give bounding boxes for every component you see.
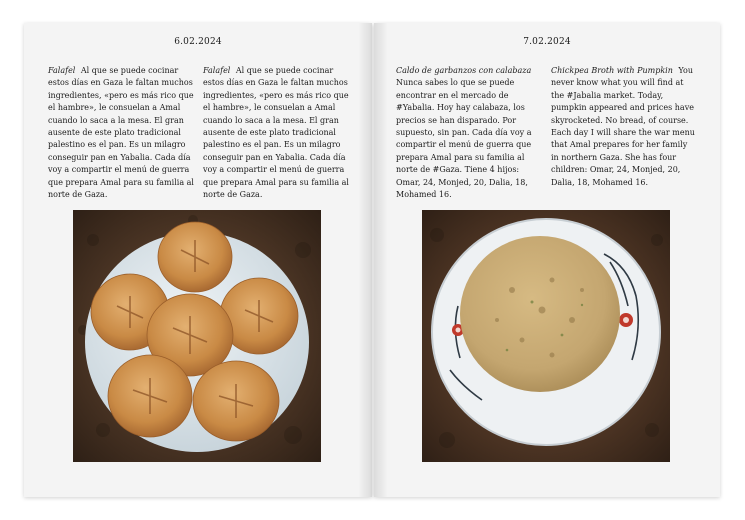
- gutter-shadow: [358, 23, 372, 497]
- entry-column-english: [551, 65, 697, 189]
- entry-text: Al que se puede cocinar estos días en Gaza le faltan muchos ingredientes, «pero es más rico que el hambre», le consuelan a Amal cuando lo saca a la mesa. El gran ausente de este plato tradicional palestino es el pan. Es un milagro conseguir pan en Yabalia. Cada día voy a compartir el menú de guerra que prepara Amal para su familia al norte de Gaza.: [48, 66, 194, 200]
- entry-text: Nunca sabes lo que se puede encontrar en el mercado de #Yabalia. Hoy hay calabaza, los precios se han disparado. Por supuesto, sin pan. Cada día voy a compartir el menú de guerra que prepara Amal para su familia al norte de #Gaza. Tiene 4 hijos: Omar, 24, Monjed, 20, Dalia, 18, Mohamed 16.: [396, 78, 532, 200]
- page-date: 6.02.2024: [174, 37, 222, 47]
- falafel-photo: [73, 210, 321, 462]
- entry-text: You never know what you will find at the #Jabalia market. Today, pumpkin appeared and prices have skyrocketed. No bread, of course. Each day I will share the war menu that Amal prepares for her family in northern Gaza. She has four children: Omar, 24, Monjed, 20, Dalia, 18, Mohamed 16.: [551, 66, 695, 187]
- entry-column-spanish: [396, 65, 542, 201]
- left-page: [24, 23, 372, 497]
- chickpea-broth-photo: [422, 210, 670, 462]
- entry-text: Al que se puede cocinar estos días en Gaza le faltan muchos ingredientes, «pero es más rico que el hambre», le consuelan a Amal cuando lo saca a la mesa. El gran ausente de este plato tradicional palestino es el pan. Es un milagro conseguir pan en Yabalia. Cada día voy a compartir el menú de guerra que prepara Amal para su familia al norte de Gaza.: [203, 66, 349, 200]
- gutter-shadow: [374, 23, 388, 497]
- entry-title: Falafel: [48, 66, 76, 75]
- entry-column-repeat: [203, 65, 349, 201]
- entry-title: Caldo de garbanzos con calabaza: [396, 66, 532, 75]
- entry-title: Chickpea Broth with Pumpkin: [551, 66, 673, 75]
- page-date: 7.02.2024: [523, 37, 571, 47]
- chickpea-broth: [460, 236, 620, 392]
- right-page: [374, 23, 720, 497]
- entry-column-spanish: [48, 65, 194, 201]
- entry-title: Falafel: [203, 66, 231, 75]
